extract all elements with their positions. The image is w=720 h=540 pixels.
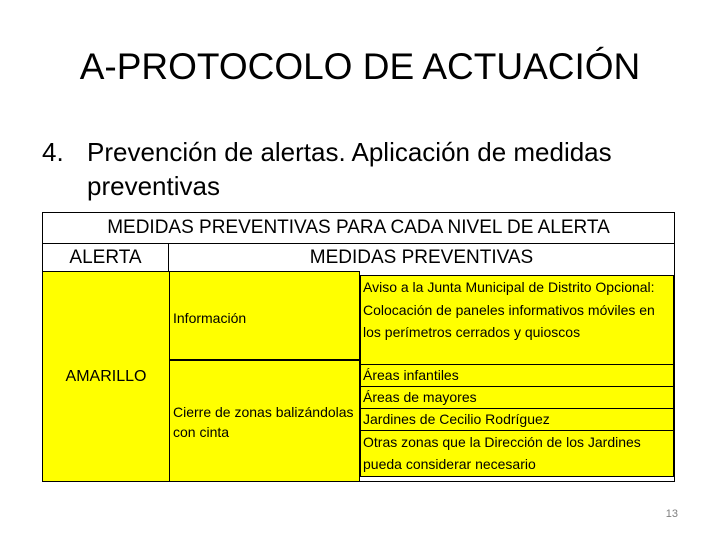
alert-level-cell — [43, 271, 169, 481]
alert-level-label: AMARILLO — [65, 367, 147, 385]
column-header-alerta: ALERTA — [43, 243, 169, 271]
detail-row: Aviso a la Junta Municipal de Distrito Opcional: Colocación de paneles informativos móviles en los perímetros cerrados y quioscos — [360, 275, 674, 365]
subtitle-text: Prevención de alertas. Aplicación de medidas preventivas — [87, 137, 612, 201]
detail-row: Jardines de Cecilio Rodríguez — [360, 409, 674, 431]
table-header-title: MEDIDAS PREVENTIVAS PARA CADA NIVEL DE ALERTA — [107, 217, 610, 238]
detail-row: Áreas infantiles — [360, 365, 674, 387]
page-number: 13 — [665, 508, 678, 520]
measure-cierre-cell: Cierre de zonas balizándolas con cinta — [169, 360, 360, 481]
subtitle-number: 4. — [42, 137, 64, 167]
details-column — [360, 271, 674, 481]
column-header-medidas: MEDIDAS PREVENTIVAS — [169, 243, 674, 271]
slide-title: A-PROTOCOLO DE ACTUACIÓN — [79, 46, 641, 87]
measures-table — [42, 212, 675, 482]
detail-row: Otras zonas que la Dirección de los Jardines pueda considerar necesario — [360, 431, 674, 477]
measure-info-cell: Información — [169, 271, 360, 360]
detail-row: Áreas de mayores — [360, 387, 674, 409]
